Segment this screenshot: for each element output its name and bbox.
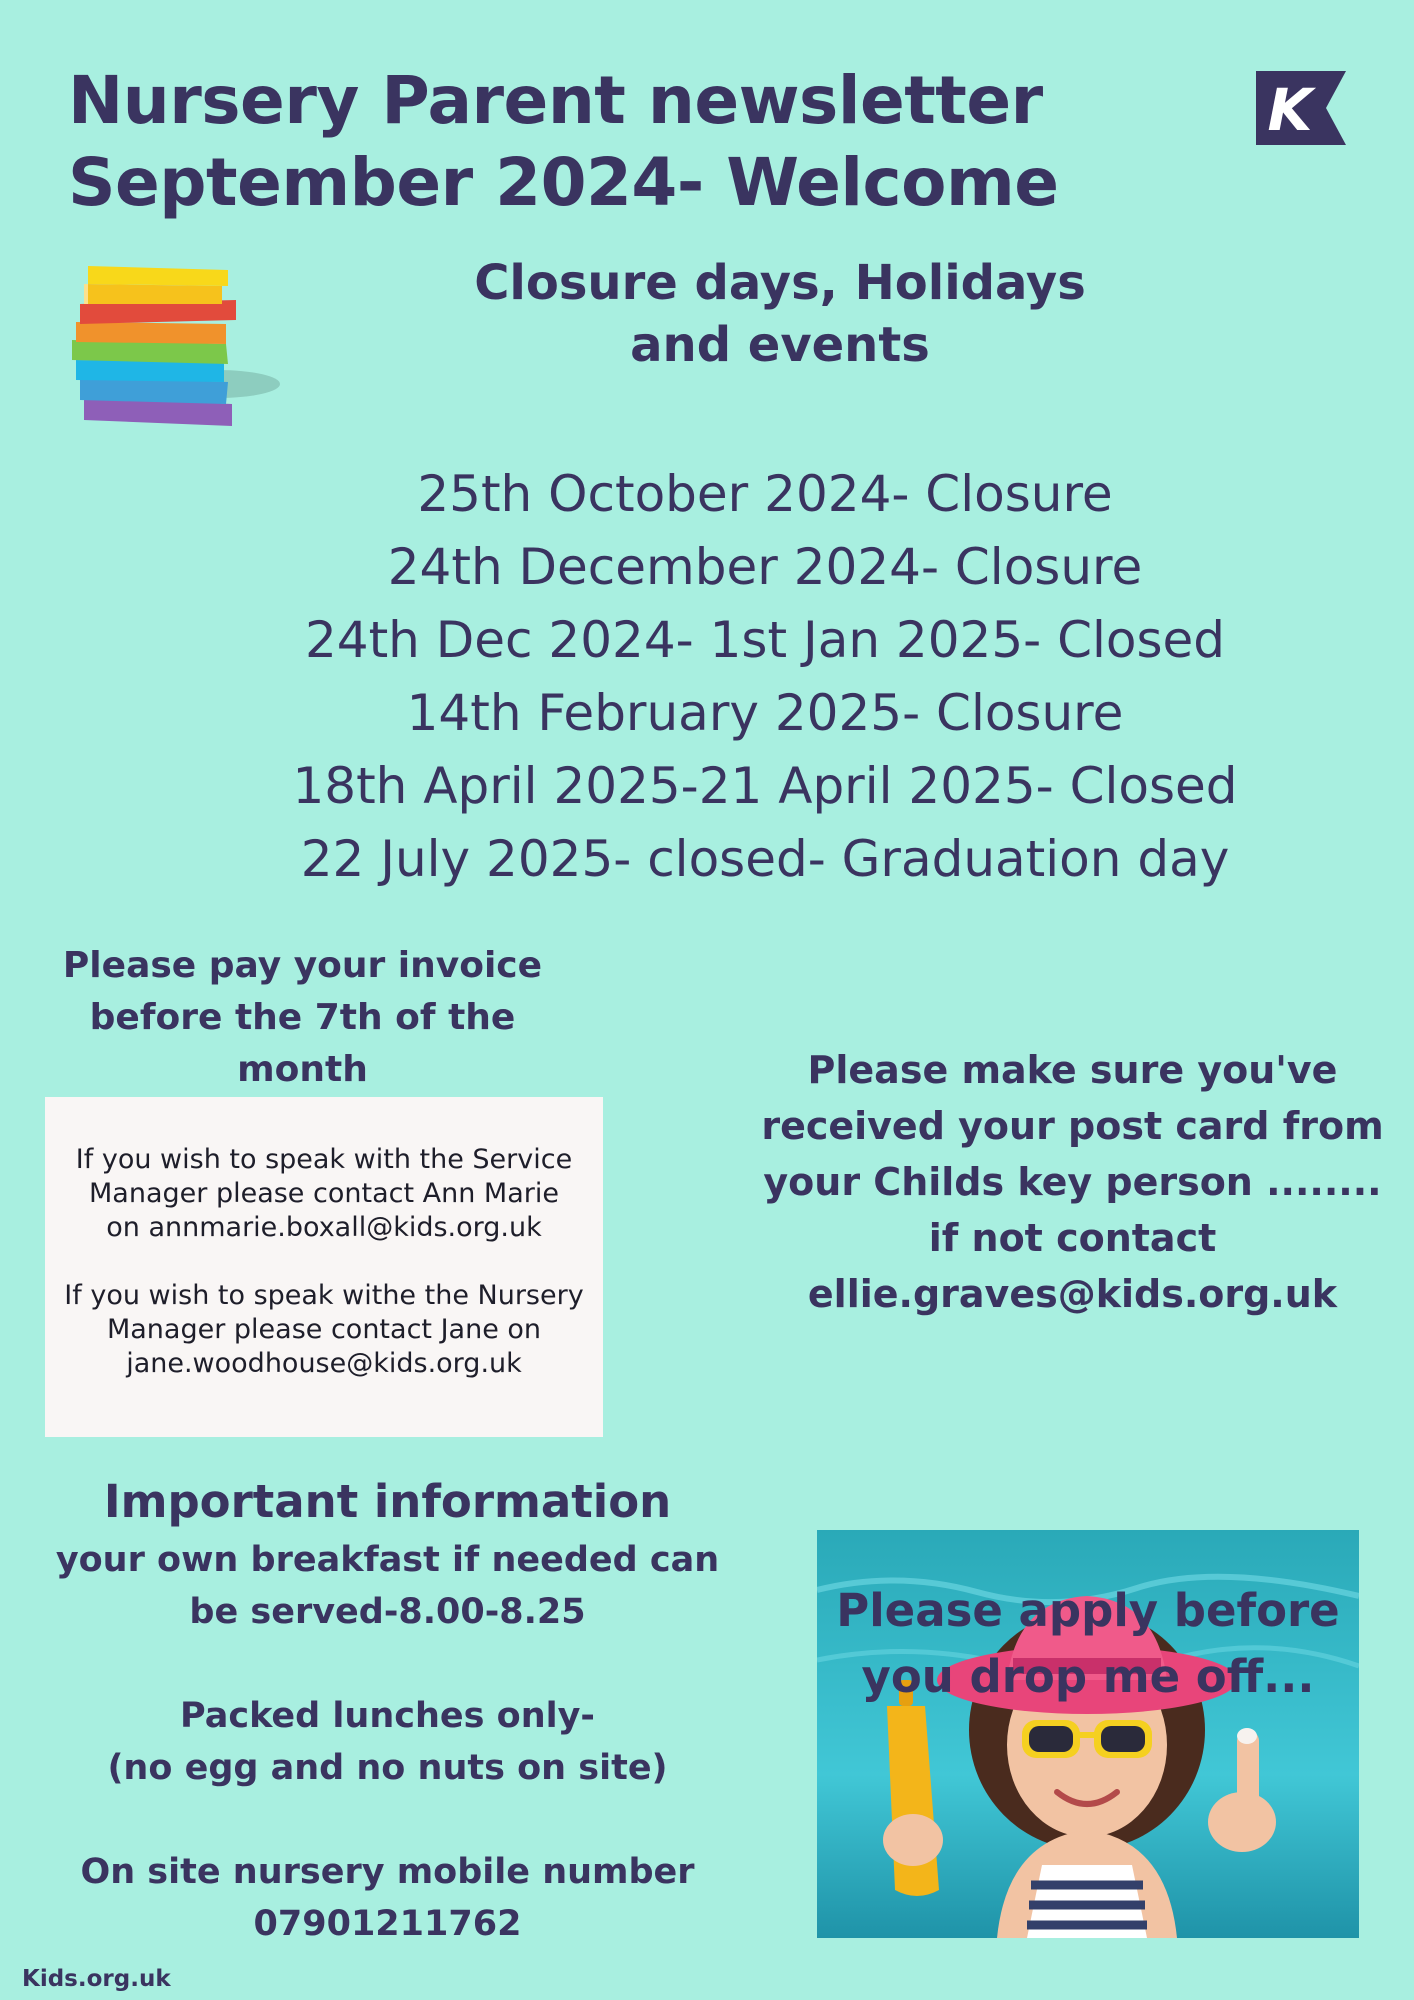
list-item: 25th October 2024- Closure — [417, 465, 1113, 523]
closures-heading — [440, 252, 1120, 376]
lunch-line-2: (no egg and no nuts on site) — [107, 1748, 668, 1788]
service-contact-line-2: Manager please contact Ann Marie — [89, 1178, 559, 1209]
logo-letter: K — [1267, 76, 1313, 144]
footer-website: Kids.org.uk — [22, 1966, 171, 1992]
phone-label: On site nursery mobile number — [80, 1852, 695, 1892]
sunscreen-message — [817, 1578, 1359, 1710]
breakfast-line-2: be served-8.00-8.25 — [189, 1592, 586, 1632]
title-line-1: Nursery Parent newsletter — [68, 62, 1043, 139]
postcard-line-3: your Childs key person ........ — [763, 1160, 1382, 1204]
postcard-line-5: ellie.graves@kids.org.uk — [807, 1272, 1338, 1316]
list-item: 22 July 2025- closed- Graduation day — [300, 830, 1230, 888]
list-item: 18th April 2025-21 April 2025- Closed — [292, 757, 1238, 815]
important-information — [40, 1470, 735, 1950]
nursery-contact-line-2: Manager please contact Jane on — [106, 1314, 542, 1345]
postcard-line-4: if not contact — [928, 1216, 1217, 1260]
list-item: 14th February 2025- Closure — [406, 684, 1124, 742]
kids-logo — [1250, 68, 1350, 148]
breakfast-line-1: your own breakfast if needed can — [55, 1540, 720, 1580]
nursery-contact-line-3: jane.woodhouse@kids.org.uk — [126, 1348, 522, 1379]
manager-contact-box — [45, 1097, 603, 1437]
lunch-line-1: Packed lunches only- — [180, 1696, 595, 1736]
important-heading: Important information — [103, 1475, 672, 1528]
closures-heading-line-2: and events — [630, 317, 930, 373]
postcard-notice — [760, 1042, 1385, 1322]
closure-dates-list — [200, 458, 1330, 896]
list-item: 24th Dec 2024- 1st Jan 2025- Closed — [304, 611, 1226, 669]
service-contact-line-1: If you wish to speak with the Service — [75, 1144, 573, 1175]
phone-number: 07901211762 — [253, 1904, 522, 1944]
newsletter-title — [68, 60, 1059, 224]
list-item: 24th December 2024- Closure — [387, 538, 1143, 596]
postcard-line-1: Please make sure you've — [807, 1048, 1338, 1092]
invoice-reminder — [30, 940, 575, 1096]
invoice-line-2: before the 7th of the month — [89, 997, 516, 1090]
closures-heading-line-1: Closure days, Holidays — [474, 255, 1086, 311]
title-line-2: September 2024- Welcome — [68, 144, 1059, 221]
postcard-line-2: received your post card from — [761, 1104, 1384, 1148]
sunscreen-line-2: you drop me off... — [861, 1650, 1315, 1703]
invoice-line-1: Please pay your invoice — [62, 945, 543, 986]
books-stack-icon — [68, 258, 288, 438]
service-contact-line-3: on annmarie.boxall@kids.org.uk — [106, 1212, 542, 1243]
nursery-contact-line-1: If you wish to speak withe the Nursery — [64, 1280, 584, 1311]
sunscreen-line-1: Please apply before — [836, 1584, 1340, 1637]
